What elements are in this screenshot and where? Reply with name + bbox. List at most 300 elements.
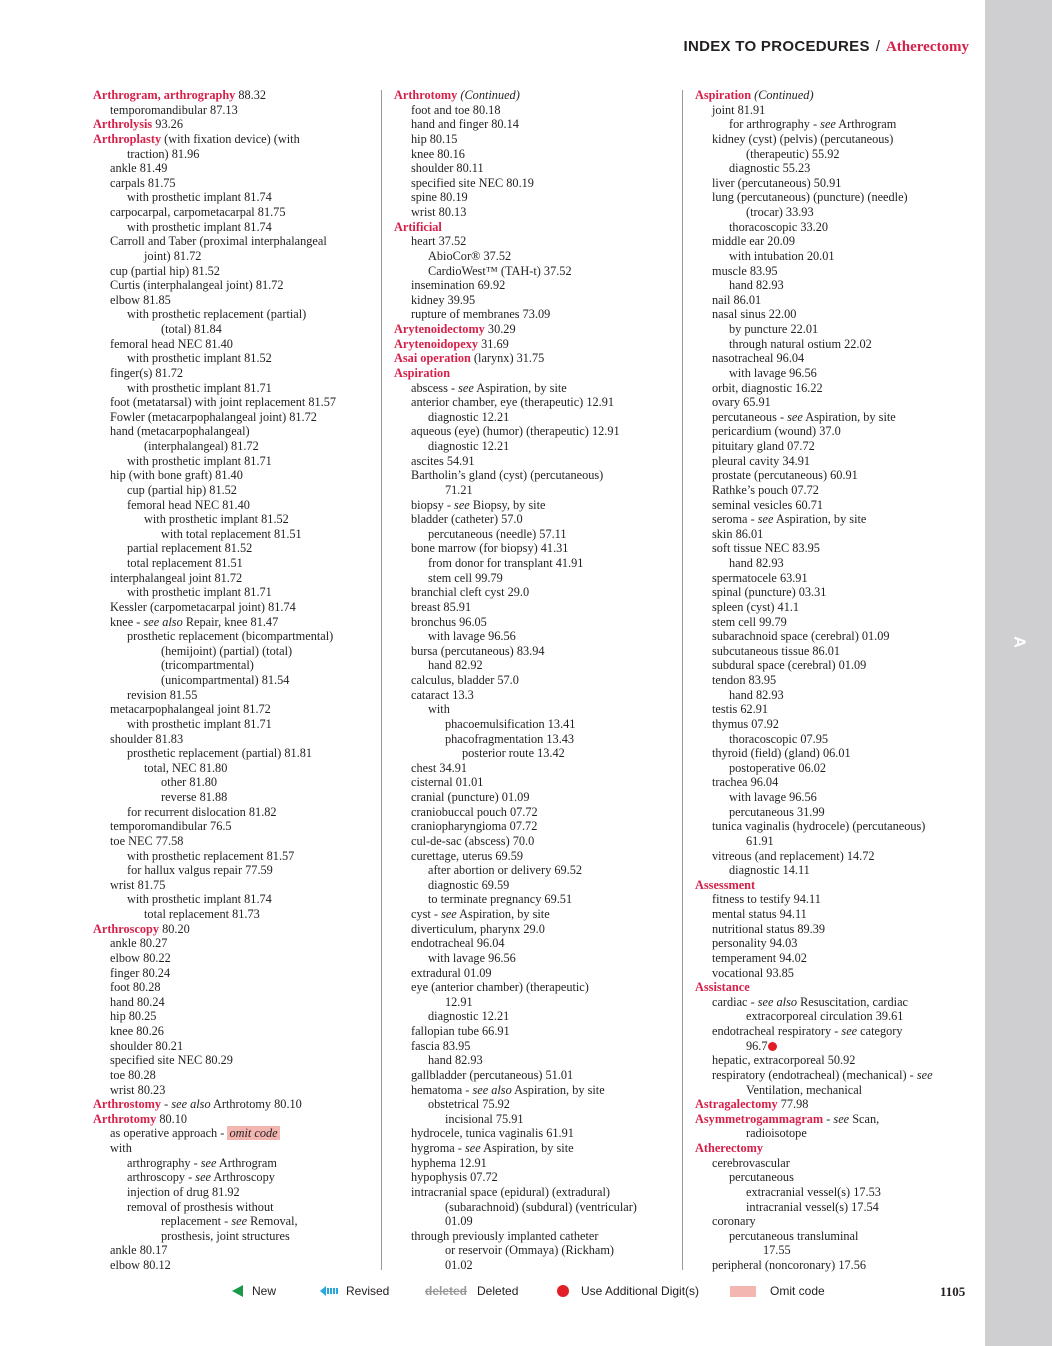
index-subentry: [93, 1243, 378, 1258]
entry-text: -: [823, 1111, 834, 1126]
entry-text: partial replacement 81.52: [127, 541, 253, 556]
entry-text: hand 82.93: [729, 278, 784, 293]
entry-text: ovary 65.91: [712, 395, 771, 410]
entry-text: temporomandibular 87.13: [110, 102, 238, 117]
index-subentry: [394, 980, 674, 995]
index-subentry: [695, 585, 980, 600]
entry-text: (hemijoint) (partial) (total): [161, 643, 293, 658]
entry-text: 01.02: [445, 1258, 473, 1272]
entry-text: ankle 80.27: [110, 936, 168, 951]
cross-reference-italic: see also: [472, 1082, 512, 1097]
entry-text: Aspiration, by site: [773, 512, 867, 527]
entry-text: with prosthetic replacement 81.57: [127, 848, 295, 863]
entry-text: (with fixation device) (with: [161, 131, 300, 146]
entry-text: prosthetic replacement (partial) 81.81: [127, 746, 313, 761]
index-subentry: [93, 849, 378, 864]
index-subentry: [394, 381, 674, 396]
index-subentry: [695, 1053, 980, 1068]
main-term: Assessment: [695, 877, 756, 892]
index-subentry: [93, 571, 378, 586]
entry-text: joint) 81.72: [144, 248, 202, 263]
entry-text: gallbladder (percutaneous) 51.01: [411, 1067, 574, 1082]
entry-text: fallopian tube 66.91: [411, 1024, 510, 1038]
entry-text: foot and toe 80.18: [411, 102, 501, 117]
index-subentry: [695, 746, 980, 761]
entry-text: craniopharyngioma 07.72: [411, 819, 538, 834]
entry-text: with lavage 96.56: [729, 365, 817, 380]
index-main-entry: [695, 980, 980, 995]
entry-text: hand (metacarpophalangeal): [110, 424, 250, 439]
entry-text: kidney (cyst) (pelvis) (percutaneous): [712, 131, 894, 146]
index-subentry: [93, 483, 378, 498]
index-subentry: [695, 117, 980, 132]
entry-text: -: [161, 1097, 172, 1112]
cross-reference-italic: see: [820, 117, 836, 132]
main-term: Arthroscopy: [93, 921, 160, 936]
entry-text: diagnostic 69.59: [428, 877, 510, 892]
index-subentry: [93, 936, 378, 951]
index-subentry: [394, 629, 674, 644]
entry-text: fitness to testify 94.11: [712, 892, 821, 907]
omit-code-swatch: [730, 1286, 756, 1297]
entry-text: curettage, uterus 69.59: [411, 848, 523, 863]
main-term: Arthrolysis: [93, 117, 153, 132]
index-subentry: [695, 907, 980, 922]
index-subentry: [695, 468, 980, 483]
entry-text: diagnostic 12.21: [428, 1009, 510, 1024]
index-subentry: [394, 161, 674, 176]
entry-text: total replacement 81.73: [144, 907, 260, 921]
entry-text: pituitary gland 07.72: [712, 439, 815, 453]
entry-text: cisternal 01.01: [411, 775, 484, 790]
index-subentry: [394, 293, 674, 308]
entry-text: cardiac -: [712, 994, 758, 1009]
cross-reference-italic: see: [195, 1170, 211, 1185]
entry-text: chest 34.91: [411, 760, 468, 775]
index-subentry: [695, 234, 980, 249]
entry-text: thyroid (field) (gland) 06.01: [712, 746, 851, 761]
index-subentry: [93, 410, 378, 425]
entry-text: replacement -: [161, 1214, 232, 1229]
entry-text: from donor for transplant 41.91: [428, 556, 584, 570]
entry-text: nasal sinus 22.00: [712, 307, 797, 322]
index-subentry: [695, 176, 980, 191]
index-subentry: [394, 1243, 674, 1258]
index-subentry: [695, 512, 980, 527]
index-subentry: [93, 293, 378, 308]
entry-text: shoulder 81.83: [110, 731, 184, 746]
running-header: [684, 38, 970, 56]
index-subentry: [93, 1068, 378, 1083]
index-subentry: [695, 1170, 980, 1185]
entry-text: 96.7: [746, 1038, 768, 1053]
entry-text: total replacement 81.51: [127, 556, 243, 570]
legend-new: [232, 1284, 276, 1298]
legend-revised-label: Revised: [346, 1284, 390, 1298]
index-subentry: [93, 512, 378, 527]
entry-text: bone marrow (for biopsy) 41.31: [411, 541, 569, 556]
index-subentry: [93, 161, 378, 176]
index-subentry: [695, 951, 980, 966]
entry-text: hand 80.24: [110, 994, 165, 1009]
entry-text: ankle 81.49: [110, 161, 168, 176]
entry-text: cup (partial hip) 81.52: [110, 263, 220, 278]
entry-text: vitreous (and replacement) 14.72: [712, 848, 875, 863]
entry-text: nutritional status 89.39: [712, 921, 826, 936]
index-subentry: [695, 819, 980, 834]
index-subentry: [394, 688, 674, 703]
index-subentry: [93, 746, 378, 761]
additional-digit-dot-icon: [557, 1285, 569, 1297]
index-subentry: [394, 1068, 674, 1083]
index-subentry: [394, 966, 674, 981]
entry-text: with: [428, 702, 450, 717]
index-subentry: [695, 264, 980, 279]
entry-text: peripheral (noncoronary) 17.56: [712, 1258, 866, 1272]
main-term: Arthroplasty: [93, 131, 162, 146]
index-subentry: [394, 673, 674, 688]
index-subentry: [394, 307, 674, 322]
index-subentry: [93, 892, 378, 907]
entry-text: Arthrotomy 80.10: [210, 1097, 302, 1112]
main-term: Aspiration: [695, 88, 752, 102]
entry-text: with total replacement 81.51: [161, 526, 302, 541]
index-subentry: [394, 424, 674, 439]
entry-text: Aspiration, by site: [480, 1141, 574, 1155]
index-subentry: [394, 1126, 674, 1141]
index-subentry: [695, 410, 980, 425]
entry-text: for hallux valgus repair 77.59: [127, 863, 273, 878]
entry-text: nail 86.01: [712, 292, 762, 307]
index-subentry: [394, 1156, 674, 1171]
index-subentry: [93, 1024, 378, 1039]
entry-text: to terminate pregnancy 69.51: [428, 892, 573, 907]
index-subentry: [695, 190, 980, 205]
index-subentry: [695, 936, 980, 951]
entry-text: testis 62.91: [712, 702, 769, 717]
entry-text: cyst -: [411, 907, 442, 921]
index-subentry: [695, 278, 980, 293]
entry-text: specified site NEC 80.29: [110, 1053, 233, 1068]
entry-text: (tricompartmental): [161, 658, 254, 673]
entry-text: biopsy -: [411, 497, 455, 512]
entry-text: 77.98: [777, 1097, 809, 1112]
entry-text: tendon 83.95: [712, 673, 777, 687]
index-subentry: [695, 381, 980, 396]
legend-additional-digits-label: Use Additional Digit(s): [581, 1284, 700, 1298]
index-subentry: [695, 249, 980, 264]
entry-text: prosthesis, joint structures: [161, 1228, 290, 1243]
index-subentry: [695, 424, 980, 439]
index-subentry: [93, 424, 378, 439]
index-subentry: [394, 1053, 674, 1068]
index-subentry: [695, 307, 980, 322]
index-subentry: [695, 205, 980, 220]
entry-text: with prosthetic implant 81.74: [127, 219, 272, 234]
entry-text: with prosthetic implant 81.71: [127, 380, 272, 395]
main-term: Artificial: [394, 219, 442, 234]
index-subentry: [93, 1156, 378, 1171]
entry-text: Aspiration, by site: [802, 409, 896, 424]
entry-text: spine 80.19: [411, 190, 468, 205]
main-term: Astragalectomy: [695, 1097, 778, 1112]
entry-text: knee 80.16: [411, 146, 465, 161]
index-subentry: [394, 878, 674, 893]
entry-text: extracranial vessel(s) 17.53: [746, 1184, 881, 1199]
page-number: 1105: [940, 1284, 966, 1299]
entry-text: breast 85.91: [411, 599, 472, 614]
entry-text: 80.20: [159, 921, 190, 936]
index-subentry: [394, 556, 674, 571]
cross-reference-italic: see: [200, 1155, 217, 1170]
index-subentry: [394, 1024, 674, 1039]
entry-text: toe NEC 77.58: [110, 833, 184, 848]
entry-text: orbit, diagnostic 16.22: [712, 380, 823, 395]
index-subentry: [394, 775, 674, 790]
index-subentry: [93, 761, 378, 776]
entry-text: Aspiration, by site: [511, 1082, 605, 1097]
index-subentry: [695, 1185, 980, 1200]
index-subentry: [695, 1229, 980, 1244]
entry-text: elbow 81.85: [110, 292, 171, 307]
entry-text: injection of drug 81.92: [127, 1184, 240, 1199]
entry-text: endotracheal respiratory -: [712, 1024, 842, 1038]
entry-text: Rathke’s pouch 07.72: [712, 482, 819, 497]
index-subentry: [93, 980, 378, 995]
index-subentry: [93, 1009, 378, 1024]
entry-text: with prosthetic implant 81.71: [127, 453, 272, 468]
index-subentry: [695, 805, 980, 820]
entry-text: (larynx) 31.75: [470, 351, 545, 366]
index-subentry: [695, 834, 980, 849]
index-subentry: [93, 1214, 378, 1229]
index-subentry: [93, 556, 378, 571]
index-subentry: [394, 805, 674, 820]
entry-text: femoral head NEC 81.40: [127, 497, 250, 512]
entry-text: hand 82.93: [428, 1053, 483, 1068]
index-subentry: [93, 337, 378, 352]
cross-reference-italic: (Continued): [754, 88, 814, 102]
entry-text: arthroscopy -: [127, 1170, 196, 1185]
main-term: Arthrogram, arthrography: [93, 88, 236, 102]
cross-reference-italic: see also: [171, 1097, 211, 1112]
index-subentry: [394, 410, 674, 425]
entry-text: 17.55: [763, 1243, 791, 1258]
index-main-entry: [394, 88, 674, 103]
entry-text: thymus 07.92: [712, 716, 779, 731]
entry-text: prostate (percutaneous) 60.91: [712, 468, 858, 483]
entry-text: with prosthetic implant 81.52: [144, 512, 289, 527]
index-subentry: [695, 922, 980, 937]
index-subentry: [93, 366, 378, 381]
index-subentry: [93, 234, 378, 249]
entry-text: traction) 81.96: [127, 146, 200, 161]
index-subentry: [93, 205, 378, 220]
index-subentry: [93, 805, 378, 820]
entry-text: anterior chamber, eye (therapeutic) 12.91: [411, 395, 614, 410]
index-subentry: [695, 849, 980, 864]
entry-text: 80.10: [156, 1111, 188, 1126]
index-subentry: [93, 1141, 378, 1156]
header-section: INDEX TO PROCEDURES: [683, 38, 870, 55]
entry-text: cataract 13.3: [411, 687, 474, 702]
entry-text: bladder (catheter) 57.0: [411, 512, 523, 527]
index-subentry: [93, 615, 378, 630]
cross-reference-italic: see: [787, 409, 803, 424]
entry-text: femoral head NEC 81.40: [110, 336, 233, 351]
cross-reference-italic: see also: [757, 994, 798, 1009]
main-term: Asymmetrogammagram: [695, 1111, 824, 1126]
index-subentry: [394, 600, 674, 615]
index-subentry: [695, 673, 980, 688]
index-subentry: [93, 600, 378, 615]
index-subentry: [695, 161, 980, 176]
entry-text: other 81.80: [161, 775, 218, 790]
index-main-entry: [394, 337, 674, 352]
index-column-2: [394, 88, 674, 1273]
entry-text: thoracoscopic 33.20: [729, 219, 829, 234]
entry-text: respiratory (endotracheal) (mechanical) -: [712, 1067, 917, 1082]
index-subentry: [394, 1141, 674, 1156]
entry-text: (unicompartmental) 81.54: [161, 673, 290, 687]
index-subentry: [93, 688, 378, 703]
index-subentry: [394, 922, 674, 937]
entry-text: carpocarpal, carpometacarpal 81.75: [110, 205, 286, 219]
index-subentry: [695, 863, 980, 878]
entry-text: percutaneous: [729, 1170, 794, 1185]
index-subentry: [695, 1083, 980, 1098]
entry-text: seminal vesicles 60.71: [712, 497, 823, 512]
entry-text: CardioWest™ (TAH-t) 37.52: [428, 263, 572, 278]
entry-text: after abortion or delivery 69.52: [428, 863, 582, 878]
index-subentry: [93, 775, 378, 790]
entry-text: Resuscitation, cardiac: [797, 994, 909, 1009]
legend: [232, 1284, 972, 1302]
index-subentry: [394, 498, 674, 513]
index-subentry: [394, 658, 674, 673]
index-subentry: [394, 1214, 674, 1229]
entry-text: 88.32: [235, 88, 267, 102]
index-subentry: [695, 293, 980, 308]
entry-text: 12.91: [445, 994, 473, 1009]
index-subentry: [394, 103, 674, 118]
entry-text: diagnostic 55.23: [729, 161, 811, 176]
index-subentry: [394, 132, 674, 147]
entry-text: Aspiration, by site: [456, 907, 550, 921]
entry-text: Arthrogram: [216, 1155, 277, 1170]
entry-text: temporomandibular 76.5: [110, 819, 232, 834]
index-subentry: [394, 1097, 674, 1112]
index-subentry: [93, 264, 378, 279]
entry-text: Fowler (metacarpophalangeal joint) 81.72: [110, 409, 317, 424]
entry-text: percutaneous transluminal: [729, 1228, 859, 1243]
index-subentry: [394, 936, 674, 951]
entry-text: coronary: [712, 1214, 756, 1229]
entry-text: postoperative 06.02: [729, 760, 826, 775]
index-subentry: [394, 1083, 674, 1098]
index-subentry: [93, 541, 378, 556]
index-subentry: [93, 527, 378, 542]
cross-reference-italic: see: [441, 907, 457, 921]
index-subentry: [695, 717, 980, 732]
entry-text: hip (with bone graft) 81.40: [110, 468, 243, 483]
entry-text: lung (percutaneous) (puncture) (needle): [712, 190, 908, 205]
entry-text: with prosthetic implant 81.71: [127, 716, 272, 731]
main-term: Aspiration: [394, 365, 451, 380]
cross-reference-italic: see also: [143, 614, 183, 629]
index-subentry: [394, 717, 674, 732]
entry-text: soft tissue NEC 83.95: [712, 541, 820, 556]
entry-text: hypophysis 07.72: [411, 1170, 498, 1185]
index-subentry: [93, 381, 378, 396]
entry-text: 01.09: [445, 1214, 473, 1229]
entry-text: pleural cavity 34.91: [712, 453, 811, 468]
entry-text: 30.29: [484, 322, 516, 336]
index-subentry: [394, 746, 674, 761]
entry-text: diagnostic 12.21: [428, 409, 510, 424]
index-subentry: [695, 732, 980, 747]
index-subentry: [695, 322, 980, 337]
index-subentry: [93, 1126, 378, 1141]
entry-text: foot 80.28: [110, 980, 161, 995]
index-main-entry: [394, 322, 674, 337]
entry-text: reverse 81.88: [161, 790, 228, 804]
index-subentry: [394, 644, 674, 659]
entry-text: stem cell 99.79: [428, 570, 503, 585]
index-subentry: [93, 658, 378, 673]
index-subentry: [394, 863, 674, 878]
index-subentry: [394, 790, 674, 805]
entry-text: (subarachnoid) (subdural) (ventricular): [445, 1199, 637, 1214]
entry-text: diverticulum, pharynx 29.0: [411, 921, 545, 936]
index-subentry: [93, 863, 378, 878]
index-subentry: [695, 1156, 980, 1171]
entry-text: phacofragmentation 13.43: [445, 731, 575, 746]
cross-reference-italic: (Continued): [460, 88, 520, 102]
index-subentry: [695, 644, 980, 659]
entry-text: hyphema 12.91: [411, 1155, 487, 1170]
index-subentry: [394, 264, 674, 279]
entry-text: through previously implanted catheter: [411, 1228, 599, 1243]
entry-text: with prosthetic implant 81.71: [127, 585, 272, 600]
entry-text: finger(s) 81.72: [110, 365, 184, 380]
index-subentry: [394, 234, 674, 249]
index-subentry: [93, 439, 378, 454]
index-subentry: [93, 1185, 378, 1200]
cross-reference-italic: see: [841, 1024, 858, 1038]
index-subentry: [93, 673, 378, 688]
entry-text: spinal (puncture) 03.31: [712, 585, 827, 600]
entry-text: with prosthetic implant 81.52: [127, 351, 272, 366]
entry-text: removal of prosthesis without: [127, 1199, 274, 1214]
entry-text: kidney 39.95: [411, 292, 476, 307]
entry-text: extracorporeal circulation 39.61: [746, 1009, 904, 1024]
index-subentry: [695, 1024, 980, 1039]
index-subentry: [695, 775, 980, 790]
index-subentry: [695, 337, 980, 352]
entry-text: with lavage 96.56: [428, 950, 516, 965]
index-subentry: [394, 1258, 674, 1273]
index-main-entry: [93, 1112, 378, 1127]
index-subentry: [93, 103, 378, 118]
entry-text: hand 82.92: [428, 658, 483, 673]
entry-text: ascites 54.91: [411, 453, 475, 468]
entry-text: with: [110, 1141, 132, 1155]
entry-text: shoulder 80.11: [411, 161, 484, 176]
entry-text: intracranial vessel(s) 17.54: [746, 1199, 879, 1214]
entry-text: extradural 01.09: [411, 965, 492, 980]
entry-text: hand 82.93: [729, 687, 784, 702]
